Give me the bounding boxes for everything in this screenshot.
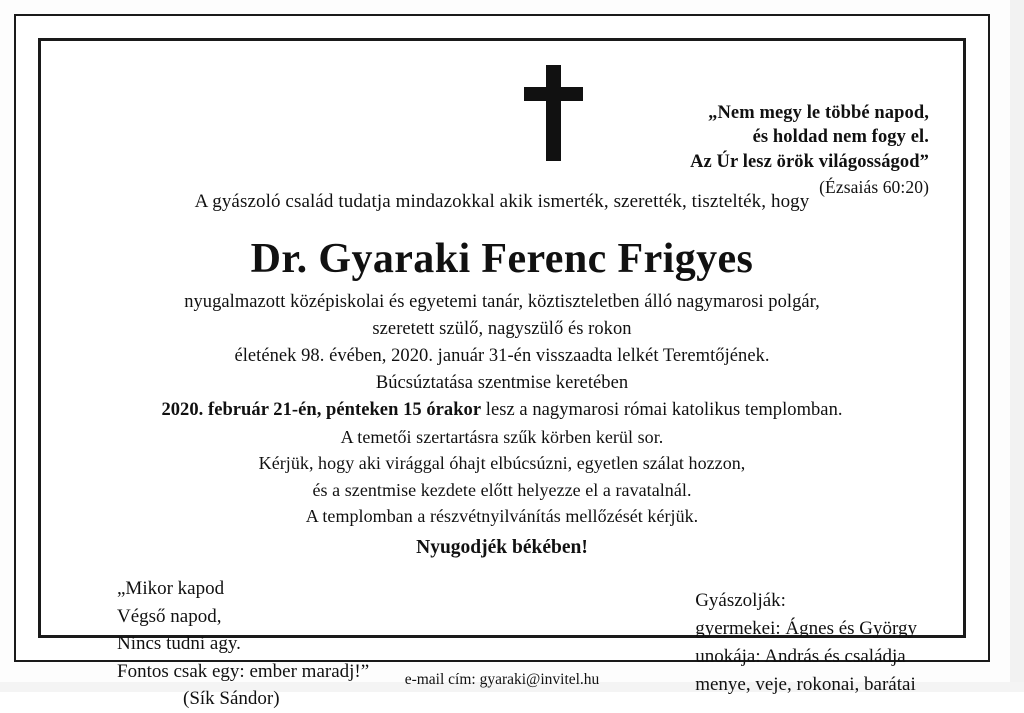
ceremony-location: lesz a nagymarosi római katolikus templomban.: [481, 400, 843, 420]
note-line-3: és a szentmise kezdete előtt helyezze el a ravatalnál.: [312, 479, 692, 500]
announcement-text: A gyászoló család tudatja mindazokkal akik ismerték, szerették, tisztelték, hogy: [194, 191, 810, 212]
mourners-line-1: gyermekei: Ágnes és György: [695, 618, 917, 640]
scan-edge-right: [1010, 0, 1024, 692]
contact-email: e-mail cím: gyaraki@invitel.hu: [404, 671, 600, 689]
poem-block: [117, 575, 369, 713]
verse-line-1: „Nem megy le többé napod,: [708, 103, 929, 123]
bible-verse: [690, 101, 929, 199]
note-line-2: Kérjük, hogy aki virággal óhajt elbúcsúzni, egyetlen szálat hozzon,: [258, 453, 746, 474]
poem-author: (Sík Sándor): [183, 688, 280, 710]
rest-in-peace-text: Nyugodjék békében!: [416, 537, 588, 559]
death-line: életének 98. évében, 2020. január 31-én visszaadta lelkét Teremtőjének.: [234, 346, 770, 366]
titles-line-2: szeretett szülő, nagyszülő és rokon: [372, 319, 632, 339]
mourners-line-2: unokája: András és családja: [695, 646, 906, 668]
titles-line-1: nyugalmazott középiskolai és egyetemi tanár, köztiszteletben álló nagymarosi polgár,: [184, 292, 820, 312]
mourners-heading: Gyászolják:: [695, 590, 786, 612]
notice-outer-border: [14, 14, 990, 710]
poem-line-4: Fontos csak egy: ember maradj!”: [117, 660, 370, 682]
notice-content: [41, 41, 963, 710]
footer-row: [67, 575, 937, 710]
verse-line-2: és holdad nem fogy el.: [752, 127, 929, 148]
note-line-1: A temetői szertartásra szűk körben kerül sor.: [340, 427, 664, 447]
header-row: [67, 57, 937, 198]
note-line-4: A templomban a részvétnyilvánítás mellőzését kérjük.: [305, 505, 699, 526]
farewell-line: Búcsúztatása szentmise keretében: [375, 373, 629, 393]
ceremony-datetime: 2020. február 21-én, pénteken 15 órakor: [161, 400, 482, 420]
mourners-line-3: menye, veje, rokonai, barátai: [695, 674, 916, 696]
poem-line-3: Nincs tudni agy.: [117, 633, 241, 655]
cross-icon: [522, 65, 582, 161]
deceased-name: Dr. Gyaraki Ferenc Frigyes: [250, 236, 754, 282]
cross-vertical-bar: [546, 65, 561, 161]
verse-line-3: Az Úr lesz örök világosságod”: [690, 151, 929, 172]
verse-source: (Ézsaiás 60:20): [819, 177, 929, 198]
cross-horizontal-bar: [524, 87, 583, 101]
notice-inner-border: [38, 38, 966, 710]
ceremony-line: [67, 397, 937, 424]
poem-line-2: Végső napod,: [117, 605, 222, 627]
poem-line-1: „Mikor kapod: [117, 578, 225, 600]
